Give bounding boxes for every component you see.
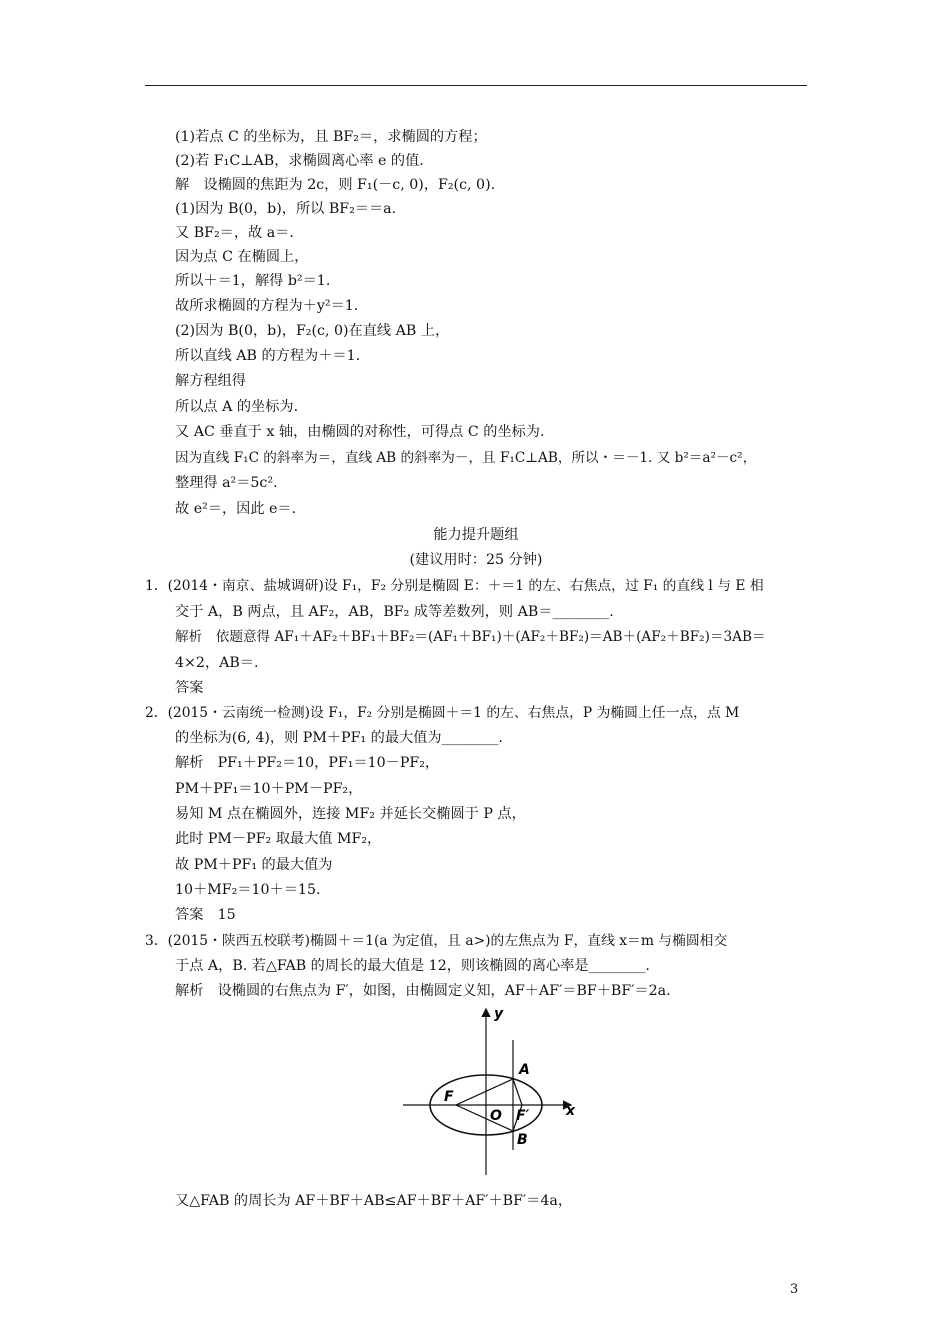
- answer-label: 答案 15: [175, 907, 236, 923]
- text-line: PM＋PF₁＝10＋PM－PF₂，: [175, 781, 363, 797]
- text-line: 整理得 a²＝5c².: [175, 475, 278, 491]
- text-line: 此时 PM－PF₂ 取最大值 MF₂，: [175, 831, 382, 847]
- text-line: 10＋MF₂＝10＋＝15.: [175, 882, 321, 898]
- text-line: 解析 依题意得 AF₁＋AF₂＋BF₁＋BF₂＝(AF₁＋BF₁)＋(AF₂＋BF₂)＝AB＋(AF₂＋BF₂)＝3AB＝: [175, 629, 766, 645]
- text-line: 又 BF₂＝，故 a＝.: [175, 225, 294, 241]
- text-line: 的坐标为(6, 4)，则 PM＋PF₁ 的最大值为________.: [175, 730, 503, 746]
- text-line: 因为点 C 在椭圆上，: [175, 249, 309, 265]
- text-line: 又 AC 垂直于 x 轴，由椭圆的对称性，可得点 C 的坐标为.: [175, 424, 545, 440]
- text-line: 易知 M 点在椭圆外，连接 MF₂ 并延长交椭圆于 P 点，: [175, 806, 526, 822]
- text-line: 所以直线 AB 的方程为＋＝1.: [175, 348, 361, 364]
- text-line: 故 e²＝，因此 e＝.: [175, 501, 297, 517]
- text-line: 交于 A，B 两点，且 AF₂，AB，BF₂ 成等差数列，则 AB＝________.: [175, 604, 614, 620]
- section-subtitle: (建议用时：25 分钟): [409, 552, 543, 568]
- label-fprime: F′: [516, 1108, 530, 1124]
- text-line: 解方程组得: [175, 373, 246, 389]
- label-a: A: [519, 1062, 530, 1078]
- page-number: 3: [790, 1282, 799, 1297]
- segment-a-fprime: [513, 1079, 522, 1105]
- text-line: 于点 A，B. 若△FAB 的周长的最大值是 12，则该椭圆的离心率是________.: [175, 958, 650, 974]
- text-line: 又△FAB 的周长为 AF＋BF＋AB≤AF＋BF＋AF′＋BF′＝4a，: [175, 1193, 573, 1209]
- text-line: 解 设椭圆的焦距为 2c，则 F₁(－c, 0)，F₂(c, 0).: [175, 177, 496, 193]
- label-y: y: [494, 1006, 504, 1022]
- problem-line: 1．(2014・南京、盐城调研)设 F₁，F₂ 分别是椭圆 E：＋＝1 的左、右焦点，过 F₁ 的直线 l 与 E 相: [145, 578, 764, 594]
- label-b: B: [517, 1132, 528, 1148]
- text-line: 故 PM＋PF₁ 的最大值为: [175, 857, 333, 873]
- text-line: (2)若 F₁C⊥AB，求椭圆离心率 e 的值.: [175, 153, 424, 169]
- problem-line: 2．(2015・云南统一检测)设 F₁，F₂ 分别是椭圆＋＝1 的左、右焦点，P 为椭圆上任一点，点 M: [145, 705, 740, 721]
- answer-label: 答案: [175, 680, 204, 696]
- text-line: 所以＋＝1，解得 b²＝1.: [175, 273, 331, 289]
- text-line: 4×2，AB＝.: [175, 655, 259, 671]
- text-line: (1)因为 B(0，b)，所以 BF₂＝＝a.: [175, 201, 397, 217]
- text-line: 解析 PF₁＋PF₂＝10，PF₁＝10－PF₂，: [175, 755, 440, 771]
- text-line: (1)若点 C 的坐标为，且 BF₂＝，求椭圆的方程；: [175, 129, 487, 145]
- text-line: 所以点 A 的坐标为.: [175, 399, 299, 415]
- header-rule: [145, 85, 807, 86]
- label-o: O: [490, 1108, 502, 1124]
- text-line: 因为直线 F₁C 的斜率为＝，直线 AB 的斜率为－，且 F₁C⊥AB，所以・＝－1. 又 b²＝a²－c²，: [175, 450, 757, 466]
- text-line: (2)因为 B(0，b)，F₂(c, 0)在直线 AB 上，: [175, 323, 450, 339]
- label-f: F: [444, 1089, 454, 1105]
- label-x: x: [566, 1103, 576, 1119]
- ellipse-figure: [398, 1000, 598, 1180]
- text-line: 故所求椭圆的方程为＋y²＝1.: [175, 298, 359, 314]
- text-line: 解析 设椭圆的右焦点为 F′，如图，由椭圆定义知，AF＋AF′＝BF＋BF′＝2a.: [175, 983, 671, 999]
- problem-line: 3．(2015・陕西五校联考)椭圆＋＝1(a 为定值，且 a>)的左焦点为 F，直线 x＝m 与椭圆相交: [145, 933, 728, 949]
- section-title: 能力提升题组: [433, 527, 519, 543]
